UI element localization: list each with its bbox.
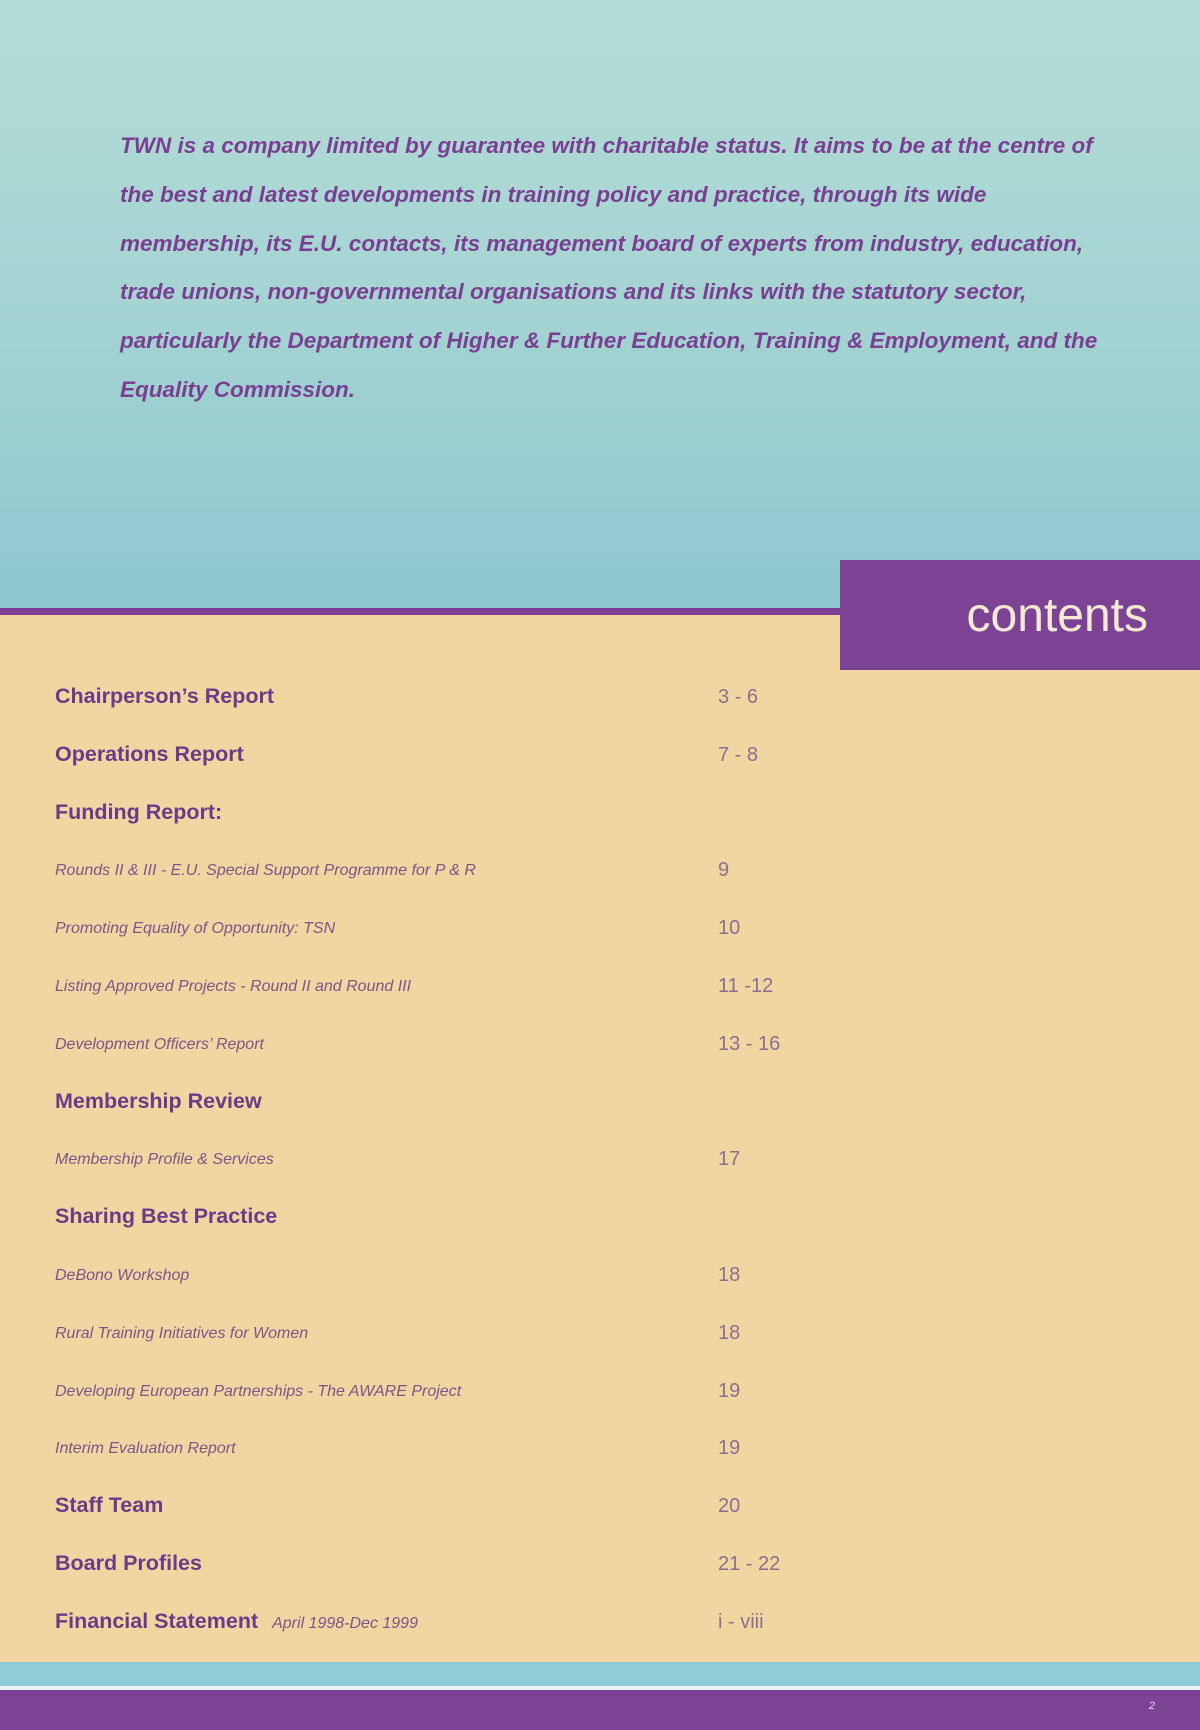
contents-heading: contents [966, 588, 1148, 642]
intro-paragraph: TWN is a company limited by guarantee with charitable status. It aims to be at the centre of the best and latest developments in training policy and practice, through its wide membership, its E.U. contacts, its management board of experts from industry, education, trade unions, non-governmental organisations and its links with the statutory sector, particularly the Department of Higher & Further Education, Training & Employment, and the Equality Commission. [120, 133, 1098, 402]
toc-entry-membership-profile[interactable] [55, 1132, 855, 1190]
toc-entry-pages: 11 -12 [718, 974, 774, 997]
toc-entry-board-profiles[interactable] [55, 1537, 855, 1595]
toc-entry-title: Membership Review [55, 1088, 262, 1113]
footer-band-purple [0, 1690, 1200, 1730]
toc-entry-title: Board Profiles [55, 1550, 202, 1575]
toc-entry-pages: 18 [718, 1321, 741, 1344]
toc-entry-title: Chairperson’s Report [55, 684, 275, 708]
toc-entry-title: Funding Report: [55, 799, 223, 824]
toc-entry-development-officers-report[interactable] [55, 1017, 855, 1075]
toc-entry-title: Sharing Best Practice [55, 1204, 278, 1229]
toc-entry-pages: 19 [718, 1379, 741, 1402]
toc-entry-pages: 19 [718, 1437, 741, 1460]
toc-entry-title: Operations Report [55, 741, 244, 766]
toc-entry-title: DeBono Workshop [55, 1266, 190, 1284]
toc-entry-pages: 21 - 22 [718, 1552, 781, 1575]
toc-section-membership-review [55, 1075, 855, 1133]
toc-entry-pages: 17 [718, 1148, 741, 1171]
toc-entry-pages: 7 - 8 [718, 743, 759, 766]
toc-entry-european-partnerships[interactable] [55, 1364, 855, 1422]
toc-entry-title: Interim Evaluation Report [55, 1440, 236, 1458]
toc-entry-pages: 20 [718, 1495, 741, 1518]
toc-section-sharing-best-practice [55, 1190, 855, 1248]
toc-entry-interim-evaluation[interactable] [55, 1421, 855, 1479]
table-of-contents [55, 670, 855, 1653]
toc-entry-chairpersons-report[interactable] [55, 670, 855, 728]
toc-entry-rounds-ii-iii[interactable] [55, 843, 855, 901]
toc-entry-pages: 18 [718, 1263, 741, 1286]
toc-entry-rural-training[interactable] [55, 1306, 855, 1364]
contents-tab [840, 560, 1200, 670]
footer-band-cyan [0, 1662, 1200, 1686]
toc-entry-note: April 1998-Dec 1999 [272, 1614, 418, 1632]
toc-entry-title: Developing European Partnerships - The AWARE Project [55, 1382, 462, 1400]
toc-entry-pages: 13 - 16 [718, 1032, 781, 1055]
toc-entry-title-wrapper [55, 1609, 418, 1634]
toc-entry-operations-report[interactable] [55, 728, 855, 786]
toc-entry-title: Development Officers’ Report [55, 1035, 264, 1053]
toc-entry-debono-workshop[interactable] [55, 1248, 855, 1306]
toc-entry-pages: i - viii [718, 1610, 764, 1633]
toc-entry-title: Staff Team [55, 1493, 164, 1518]
toc-entry-promoting-equality[interactable] [55, 901, 855, 959]
page-number: 2 [1148, 1700, 1155, 1712]
toc-entry-title: Listing Approved Projects - Round II and Round III [55, 977, 412, 995]
toc-entry-staff-team[interactable] [55, 1479, 855, 1537]
toc-entry-title: Rural Training Initiatives for Women [55, 1324, 309, 1342]
toc-entry-title: Promoting Equality of Opportunity: TSN [55, 920, 336, 938]
toc-entry-title: Financial Statement [55, 1608, 259, 1633]
toc-entry-title: Rounds II & III - E.U. Special Support Programme for P & R [55, 862, 476, 880]
toc-entry-pages: 10 [718, 917, 741, 940]
toc-entry-financial-statement[interactable] [55, 1595, 855, 1653]
toc-entry-listing-approved-projects[interactable] [55, 959, 855, 1017]
toc-entry-pages: 3 - 6 [718, 686, 759, 708]
toc-entry-title: Membership Profile & Services [55, 1151, 274, 1169]
toc-section-funding-report [55, 786, 855, 844]
toc-entry-pages: 9 [718, 859, 730, 882]
